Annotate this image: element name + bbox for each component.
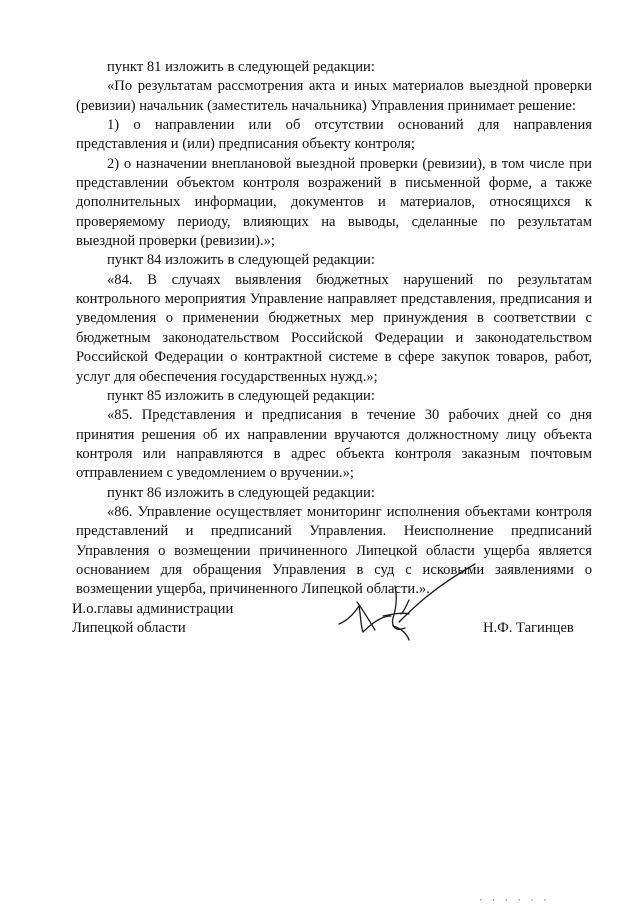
paragraph-punkt-81-intro: пункт 81 изложить в следующей редакции:: [107, 59, 375, 75]
handwritten-signature: [335, 560, 485, 650]
signatory-position-line-2: Липецкой области: [72, 620, 186, 636]
signatory-position-line-1: И.о.главы администрации: [72, 601, 234, 617]
paragraph-item-2: 2) о назначении внеплановой выездной проверки (ревизии), в том числе при представлении объектом контроля возражений в письменной форме, а также дополнительных информации, документов и материалов, относящихся к проверяемому периоду, влияющих на выводы, сделанные по результатам выездной проверки (ревизии).»;: [76, 155, 592, 250]
signer-name: Н.Ф. Тагинцев: [483, 620, 574, 636]
scan-marks: · · · · · ·: [478, 896, 549, 906]
paragraph-punkt-84-text: «84. В случаях выявления бюджетных нарушений по результатам контрольного мероприятия Управление направляет представления, предписания и уведомления о применении бюджетных мер принуждения в соответствии с бюджетным законодательством Российской Федерации и законодательством Российской Федерации о контрактной системе в сфере закупок товаров, работ, услуг для обеспечения государственных нужд.»;: [76, 271, 592, 385]
signatory-position: [72, 600, 233, 638]
paragraph-punkt-81-text: «По результатам рассмотрения акта и иных материалов выездной проверки (ревизии) начальник (заместитель начальника) Управления принимает решение:: [76, 78, 592, 114]
paragraph-punkt-85-text: «85. Представления и предписания в течение 30 рабочих дней со дня принятия решения об их направлении вручаются должностному лицу объекта контроля или направляются в адрес объекта контроля заказным почтовым отправлением с уведомлением о вручении.»;: [76, 407, 592, 482]
document-body: [76, 58, 592, 600]
paragraph-punkt-85-intro: пункт 85 изложить в следующей редакции:: [107, 387, 375, 404]
paragraph-punkt-86-text: «86. Управление осуществляет мониторинг исполнения объектами контроля представлений и предписаний Управления. Неисполнение предписаний Управления о возмещении причиненного Липецкой области ущерба является основанием для обращения Управления в суд с исковыми заявлениями о возмещении ущерба, причиненного Липецкой области.».: [76, 503, 592, 598]
paragraph-item-1: 1) о направлении или об отсутствии оснований для направления представления и (или) предписания объекту контроля;: [76, 117, 592, 153]
paragraph-punkt-86-intro: пункт 86 изложить в следующей редакции:: [107, 484, 375, 501]
paragraph-punkt-84-intro: пункт 84 изложить в следующей редакции:: [107, 252, 375, 269]
